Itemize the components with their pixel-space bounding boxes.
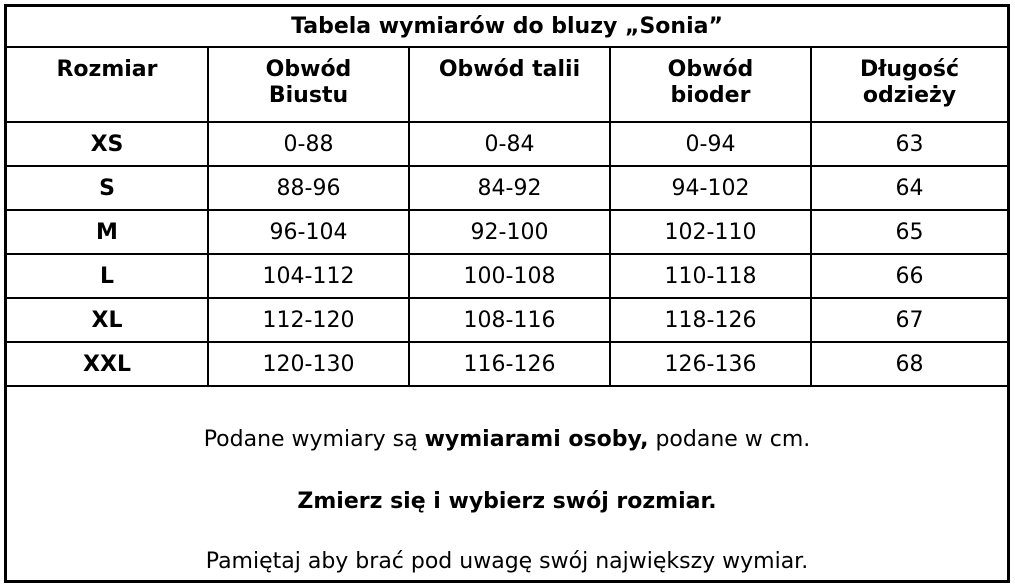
length-cell: 63 bbox=[811, 122, 1007, 166]
bust-cell: 104-112 bbox=[208, 254, 409, 298]
table-header-row bbox=[7, 48, 1007, 122]
size-cell: M bbox=[7, 210, 208, 254]
note-measurements: Podane wymiary są wymiarami osoby, podane w cm. bbox=[203, 427, 811, 452]
waist-cell: 100-108 bbox=[409, 254, 610, 298]
header-bust: Obwód Biustu bbox=[208, 48, 409, 122]
header-waist: Obwód talii bbox=[409, 48, 610, 122]
size-cell: XL bbox=[7, 298, 208, 342]
size-cell: XS bbox=[7, 122, 208, 166]
hips-cell: 0-94 bbox=[610, 122, 811, 166]
hips-cell: 126-136 bbox=[610, 342, 811, 386]
table-row bbox=[7, 210, 1007, 254]
header-hips: Obwód bioder bbox=[610, 48, 811, 122]
size-table bbox=[7, 48, 1007, 387]
hips-cell: 118-126 bbox=[610, 298, 811, 342]
hips-cell: 110-118 bbox=[610, 254, 811, 298]
table-row bbox=[7, 166, 1007, 210]
length-cell: 68 bbox=[811, 342, 1007, 386]
hips-cell: 94-102 bbox=[610, 166, 811, 210]
size-cell: XXL bbox=[7, 342, 208, 386]
table-row bbox=[7, 122, 1007, 166]
length-cell: 67 bbox=[811, 298, 1007, 342]
waist-cell: 116-126 bbox=[409, 342, 610, 386]
waist-cell: 0-84 bbox=[409, 122, 610, 166]
size-cell: S bbox=[7, 166, 208, 210]
bust-cell: 88-96 bbox=[208, 166, 409, 210]
bust-cell: 120-130 bbox=[208, 342, 409, 386]
table-row bbox=[7, 298, 1007, 342]
table-row bbox=[7, 254, 1007, 298]
table-row bbox=[7, 342, 1007, 386]
size-chart-sheet bbox=[4, 4, 1010, 583]
note-emphasis: wymiarami osoby, bbox=[424, 427, 649, 452]
header-size: Rozmiar bbox=[7, 48, 208, 122]
note-largest-measurement: Pamiętaj aby brać pod uwagę swój największy wymiar. bbox=[205, 549, 809, 574]
bust-cell: 0-88 bbox=[208, 122, 409, 166]
length-cell: 66 bbox=[811, 254, 1007, 298]
size-cell: L bbox=[7, 254, 208, 298]
bust-cell: 96-104 bbox=[208, 210, 409, 254]
chart-title: Tabela wymiarów do bluzy „Sonia” bbox=[7, 7, 1007, 48]
length-cell: 64 bbox=[811, 166, 1007, 210]
header-length: Długość odzieży bbox=[811, 48, 1007, 122]
note-measure-yourself: Zmierz się i wybierz swój rozmiar. bbox=[297, 489, 717, 514]
length-cell: 65 bbox=[811, 210, 1007, 254]
hips-cell: 102-110 bbox=[610, 210, 811, 254]
waist-cell: 92-100 bbox=[409, 210, 610, 254]
waist-cell: 84-92 bbox=[409, 166, 610, 210]
waist-cell: 108-116 bbox=[409, 298, 610, 342]
bust-cell: 112-120 bbox=[208, 298, 409, 342]
